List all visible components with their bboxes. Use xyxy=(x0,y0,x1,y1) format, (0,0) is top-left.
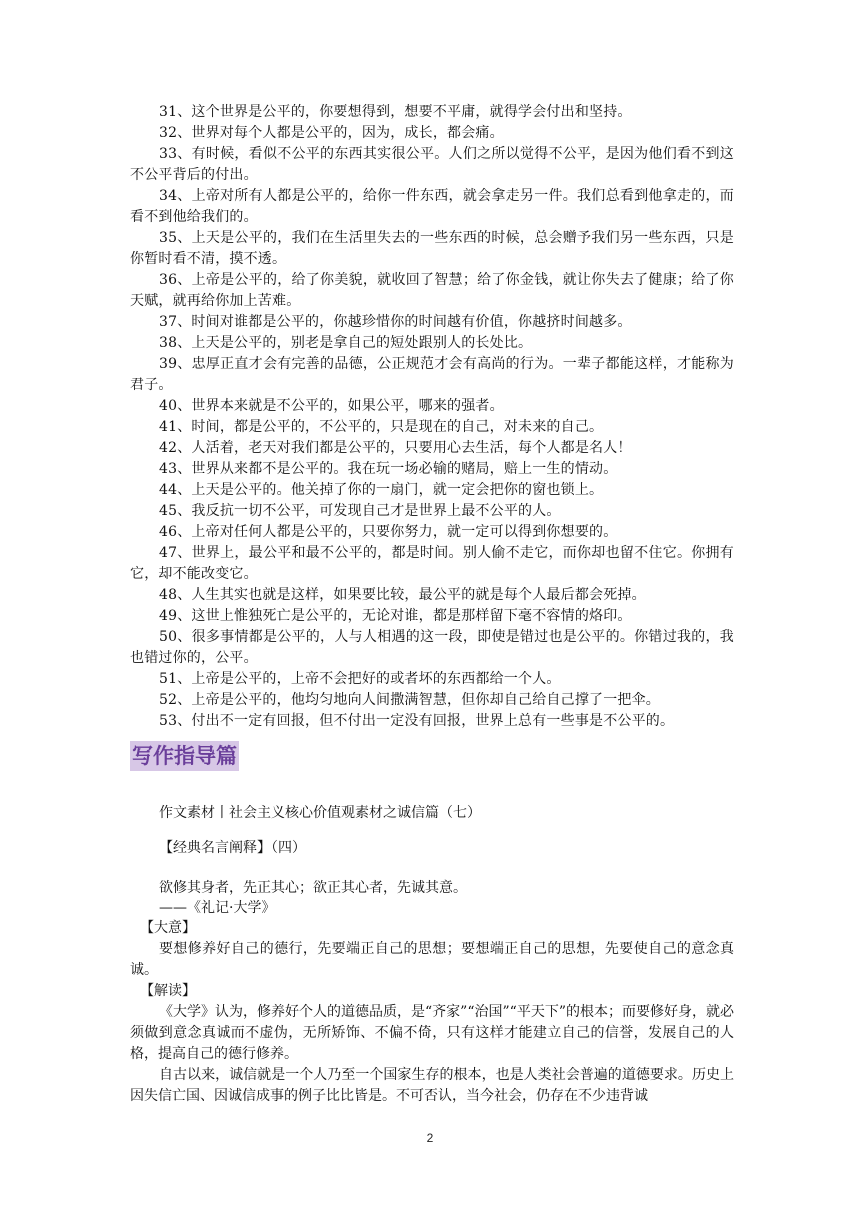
list-item: 35、上天是公平的，我们在生活里失去的一些东西的时候，总会赠予我们另一些东西，只是你暂时看不清，摸不透。 xyxy=(130,230,734,267)
list-item: 49、这世上惟独死亡是公平的，无论对谁，都是那样留下毫不容情的烙印。 xyxy=(159,608,632,624)
list-item: 39、忠厚正直才会有完善的品德，公正规范才会有高尚的行为。一辈子都能这样，才能称为君子。 xyxy=(130,356,734,393)
article-title: 作文素材丨社会主义核心价值观素材之诚信篇（七） xyxy=(159,805,481,821)
list-item: 41、时间，都是公平的，不公平的，只是现在的自己，对未来的自己。 xyxy=(159,419,604,435)
list-item: 51、上帝是公平的，上帝不会把好的或者坏的东西都给一个人。 xyxy=(159,671,561,687)
interpretation-label: 【解读】 xyxy=(140,983,196,999)
quote-source: ——《礼记·大学》 xyxy=(159,900,276,916)
list-item: 42、人活着，老天对我们都是公平的，只要用心去生活，每个人都是名人！ xyxy=(159,440,632,456)
list-item: 53、付出不一定有回报，但不付出一定没有回报，世界上总有一些事是不公平的。 xyxy=(159,713,675,729)
list-item: 38、上天是公平的，别老是拿自己的短处跟别人的长处比。 xyxy=(159,335,533,351)
subheading: 【经典名言阐释】（四） xyxy=(159,840,306,856)
list-item: 52、上帝是公平的，他均匀地向人间撒满智慧，但你却自己给自己撑了一把伞。 xyxy=(159,692,661,708)
page-number: 2 xyxy=(426,1131,434,1145)
list-item: 40、世界本来就是不公平的，如果公平，哪来的强者。 xyxy=(159,398,504,414)
meaning-text: 要想修养好自己的德行，先要端正自己的思想；要想端正自己的思想，先要使自己的意念真诚。 xyxy=(130,941,734,978)
list-item: 48、人生其实也就是这样，如果要比较，最公平的就是每个人最后都会死掉。 xyxy=(159,587,646,603)
list-item: 36、上帝是公平的，给了你美貌，就收回了智慧；给了你金钱，就让你失去了健康；给了你天赋，就再给你加上苦难。 xyxy=(130,272,734,309)
commentary xyxy=(130,918,734,1107)
list-item: 46、上帝对任何人都是公平的，只要你努力，就一定可以得到你想要的。 xyxy=(159,524,618,540)
list-item: 43、世界从来都不是公平的。我在玩一场必输的赌局，赔上一生的情动。 xyxy=(159,461,618,477)
list-item: 31、这个世界是公平的，你要想得到，想要不平庸，就得学会付出和坚持。 xyxy=(159,104,632,120)
list-item: 37、时间对谁都是公平的，你越珍惜你的时间越有价值，你越挤时间越多。 xyxy=(159,314,632,330)
list-item: 47、世界上，最公平和最不公平的，都是时间。别人偷不走它，而你却也留不住它。你拥有它，却不能改变它。 xyxy=(130,545,734,582)
list-item: 34、上帝对所有人都是公平的，给你一件东西，就会拿走另一件。我们总看到他拿走的，而看不到他给我们的。 xyxy=(130,188,734,225)
interpretation-paragraph: 自古以来，诚信就是一个人乃至一个国家生存的根本，也是人类社会普遍的道德要求。历史上因失信亡国、因诚信成事的例子比比皆是。不可否认，当今社会，仍存在不少违背诚 xyxy=(130,1067,734,1104)
quote-list xyxy=(130,102,734,732)
list-item: 45、我反抗一切不公平，可发现自己才是世界上最不公平的人。 xyxy=(159,503,561,519)
list-item: 32、世界对每个人都是公平的，因为，成长，都会痛。 xyxy=(159,125,504,141)
list-item: 33、有时候，看似不公平的东西其实很公平。人们之所以觉得不公平，是因为他们看不到这不公平背后的付出。 xyxy=(130,146,734,183)
classic-quote: 欲修其身者，先正其心；欲正其心者，先诚其意。 xyxy=(159,880,467,896)
section-heading: 写作指导篇 xyxy=(130,741,239,771)
interpretation-paragraph: 《大学》认为，修养好个人的道德品质，是“齐家”“治国”“平天下”的根本；而要修好身，就必须做到意念真诚而不虚伪，无所矫饰、不偏不倚，只有这样才能建立自己的信誉，发展自己的人格，提高自己的德行修养。 xyxy=(130,1004,734,1062)
list-item: 44、上天是公平的。他关掉了你的一扇门，就一定会把你的窗也锁上。 xyxy=(159,482,604,498)
list-item: 50、很多事情都是公平的，人与人相遇的这一段，即使是错过也是公平的。你错过我的，我也错过你的，公平。 xyxy=(130,629,734,666)
meaning-label: 【大意】 xyxy=(140,920,196,936)
